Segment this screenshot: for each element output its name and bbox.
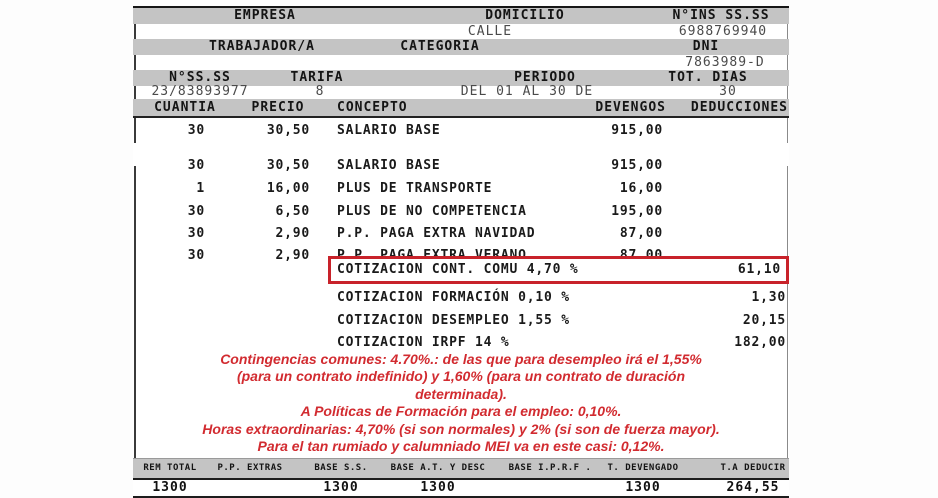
note-line: A Políticas de Formación para el empleo: 0,10%. — [300, 403, 622, 420]
tarifa-label: TARIFA — [290, 70, 344, 85]
cell-concepto: P.P. PAGA EXTRA NAVIDAD — [337, 226, 536, 241]
nins-label: N°INS SS.SS — [672, 8, 770, 23]
cell-concepto: COTIZACION DESEMPLEO 1,55 % — [337, 313, 570, 328]
cell-cuantia: 30 — [187, 248, 205, 263]
footer-value-cell: 264,55 — [726, 480, 780, 495]
cell-devengos: 87,00 — [619, 226, 663, 241]
cell-precio: 6,50 — [275, 204, 310, 219]
header-band-worker — [133, 39, 789, 55]
calle-value: CALLE — [467, 24, 513, 39]
dni-value: 7863989-D — [685, 55, 765, 70]
cell-concepto: SALARIO BASE — [337, 123, 441, 138]
cell-concepto: PLUS DE NO COMPETENCIA — [337, 204, 527, 219]
footer-value-cell: 1300 — [625, 480, 661, 495]
notes-block — [133, 351, 789, 455]
table-row — [133, 333, 789, 353]
note-line: Horas extraordinarias: 4,70% (si son normales) y 2% (si son de fuerza mayor). — [202, 420, 720, 437]
cell-devengos: 195,00 — [611, 204, 663, 219]
cell-cuantia: 30 — [187, 204, 205, 219]
cell-deducciones: 20,15 — [742, 313, 786, 328]
footer-header-cell: REM TOTAL — [143, 463, 197, 473]
footer-value-cell: 1300 — [323, 480, 359, 495]
cell-devengos: 915,00 — [611, 158, 663, 173]
footer-header-cell: BASE A.T. Y DESC — [390, 463, 486, 473]
tot-dias-value: 30 — [719, 84, 737, 99]
table-row — [133, 311, 789, 331]
cell-cuantia: 30 — [187, 158, 205, 173]
cell-concepto: COTIZACION CONT. COMU 4,70 % — [337, 262, 579, 277]
footer-header-row — [133, 458, 789, 480]
dni-label: DNI — [692, 39, 720, 54]
header-values-company — [133, 24, 789, 39]
note-line: Contingencias comunes: 4.70%.: de las que para desempleo irá el 1,55% — [220, 351, 702, 367]
table-row-highlighted — [328, 256, 789, 284]
header-band-company — [133, 8, 789, 24]
column-concepto: CONCEPTO — [337, 100, 408, 115]
table-row — [133, 224, 789, 244]
periodo-value: DEL 01 AL 30 DE — [460, 84, 594, 99]
footer-values-row — [133, 480, 789, 498]
footer-value-cell: 1300 — [420, 480, 456, 495]
empresa-label: EMPRESA — [234, 8, 296, 23]
cell-cuantia: 30 — [187, 226, 205, 241]
cell-precio: 30,50 — [266, 158, 310, 173]
trabajador-label: TRABAJADOR/A — [209, 39, 315, 54]
periodo-label: PERIODO — [514, 70, 576, 85]
cell-precio: 16,00 — [266, 181, 310, 196]
cell-precio: 2,90 — [275, 248, 310, 263]
nss-value: 23/83893977 — [151, 84, 249, 99]
tarifa-value: 8 — [315, 84, 325, 99]
header-values-worker — [133, 55, 789, 70]
footer-header-cell: T. DEVENGADO — [607, 463, 679, 473]
cell-precio: 2,90 — [275, 226, 310, 241]
table-row — [133, 179, 789, 199]
note-line: (para un contrato indefinido) y 1,60% (para un contrato de duración — [236, 368, 686, 385]
table-row — [133, 288, 789, 308]
cell-deducciones: 1,30 — [751, 290, 786, 305]
footer-header-cell: BASE I.P.R.F . — [508, 463, 592, 473]
header-values-period — [133, 85, 789, 99]
categoria-label: CATEGORIA — [400, 39, 480, 54]
cell-concepto: COTIZACION IRPF 14 % — [337, 335, 510, 350]
cell-concepto: SALARIO BASE — [337, 158, 441, 173]
domicilio-label: DOMICILIO — [485, 8, 565, 23]
footer-header-cell: P.P. EXTRAS — [217, 463, 283, 473]
nss-label: N°SS.SS — [169, 70, 231, 85]
column-header-band — [133, 99, 789, 118]
nins-value: 6988769940 — [678, 24, 768, 39]
table-row — [133, 121, 789, 141]
table-row — [133, 156, 789, 176]
cell-deducciones: 61,10 — [737, 262, 781, 277]
note-line: Para el tan rumiado y calumniado MEI va en este casi: 0,12%. — [257, 438, 665, 455]
footer-header-cell: BASE S.S. — [314, 463, 368, 473]
cell-concepto: COTIZACION FORMACIÓN 0,10 % — [337, 290, 570, 305]
cell-deducciones: 182,00 — [734, 335, 786, 350]
cell-precio: 30,50 — [266, 123, 310, 138]
cell-devengos: 16,00 — [619, 181, 663, 196]
table-row — [133, 202, 789, 222]
cell-cuantia: 30 — [187, 123, 205, 138]
column-devengos: DEVENGOS — [595, 100, 666, 115]
cell-devengos: 915,00 — [611, 123, 663, 138]
footer-value-cell: 1300 — [152, 480, 188, 495]
column-cuantia: CUANTIA — [154, 100, 216, 115]
cell-concepto: PLUS DE TRANSPORTE — [337, 181, 493, 196]
payslip-document — [133, 6, 789, 494]
tot-dias-label: TOT. DIAS — [668, 70, 748, 85]
note-line: determinada). — [415, 385, 507, 402]
cell-cuantia: 1 — [196, 181, 205, 196]
column-deducciones: DEDUCCIONES — [690, 100, 788, 115]
footer-header-cell: T.A DEDUCIR — [720, 463, 786, 473]
column-precio: PRECIO — [251, 100, 305, 115]
